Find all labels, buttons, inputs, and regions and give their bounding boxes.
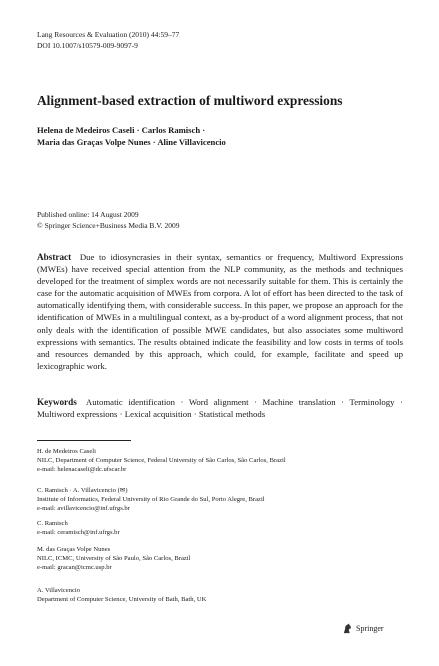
doi: DOI 10.1007/s10579-009-9097-9	[37, 40, 138, 50]
journal-header	[37, 30, 179, 51]
abstract	[37, 251, 403, 372]
affiliation-line: A. Villavicencio	[37, 587, 81, 594]
affiliation-line: Department of Computer Science, University of Bath, Bath, UK	[37, 596, 207, 604]
affiliation-line: Institute of Informatics, Federal University of Rio Grande do Sul, Porto Alegre, Brazil	[37, 496, 265, 504]
publication-info	[37, 210, 180, 231]
email-link[interactable]: e-mail: gracan@icmc.usp.br	[37, 564, 112, 572]
affiliation-line: H. de Medeiros Caseli	[37, 448, 96, 455]
keywords	[37, 396, 403, 420]
springer-horse-icon	[342, 623, 353, 634]
author-list	[37, 124, 226, 148]
footnote-divider	[37, 440, 131, 441]
copyright: © Springer Science+Business Media B.V. 2009	[37, 220, 180, 230]
springer-logo	[342, 623, 384, 634]
affiliation-ramisch-villavicencio	[37, 486, 265, 514]
publisher-name: Springer	[356, 624, 384, 633]
email-link[interactable]: e-mail: helenacaseli@dc.ufscar.br	[37, 466, 127, 474]
authors-line-2: Maria das Graças Volpe Nunes · Aline Villavicencio	[37, 137, 226, 147]
authors-line-1: Helena de Medeiros Caseli · Carlos Ramisch ·	[37, 125, 206, 135]
affiliation-line: C. Ramisch	[37, 520, 68, 527]
affiliation-caseli	[37, 447, 286, 475]
keywords-text: Automatic identification · Word alignment · Machine translation · Terminology · Multiword expressions · Lexical acquisition · Statistical methods	[37, 397, 403, 420]
email-link[interactable]: e-mail: avillavicencio@inf.ufrgs.br	[37, 505, 130, 513]
affiliation-line: NILC, ICMC, University of São Paulo, São Carlos, Brazil	[37, 555, 191, 563]
affiliation-line: M. das Graças Volpe Nunes	[37, 546, 111, 553]
abstract-text: Due to idiosyncrasies in their syntax, semantics or frequency, Multiword Expressions (MWEs) have received special attention from the NLP community, as the methods and techniques developed for the treatment of simplex words are not necessarily suitable for them. This is certainly the case for the automatic acquisition of MWEs from corpora. A lot of effort has been directed to the task of automatically identifying them, with considerable success. In this paper, we propose an approach for the identification of MWEs in a multilingual context, as a by-product of a word alignment process, that not only deals with the identification of possible MWE candidates, but also associates some multiword expressions with semantics. The results obtained indicate the feasibility and low costs in terms of tools and resources demanded by this approach, which could, for example, facilitate and speed up lexicographic work.	[37, 252, 403, 371]
affiliation-villavicencio	[37, 586, 206, 604]
affiliation-nunes	[37, 545, 190, 573]
paper-title: Alignment-based extraction of multiword expressions	[37, 93, 343, 108]
published-date: Published online: 14 August 2009	[37, 210, 139, 219]
affiliation-ramisch	[37, 519, 120, 537]
keywords-label: Keywords	[37, 397, 77, 407]
abstract-label: Abstract	[37, 252, 72, 262]
email-link[interactable]: e-mail: ceramisch@inf.ufrgs.br	[37, 529, 120, 537]
affiliation-line: NILC, Department of Computer Science, Federal University of São Carlos, São Carlos, Brazil	[37, 457, 286, 465]
affiliation-line: C. Ramisch · A. Villavicencio (✉)	[37, 487, 128, 494]
journal-citation: Lang Resources & Evaluation (2010) 44:59–77	[37, 30, 180, 39]
